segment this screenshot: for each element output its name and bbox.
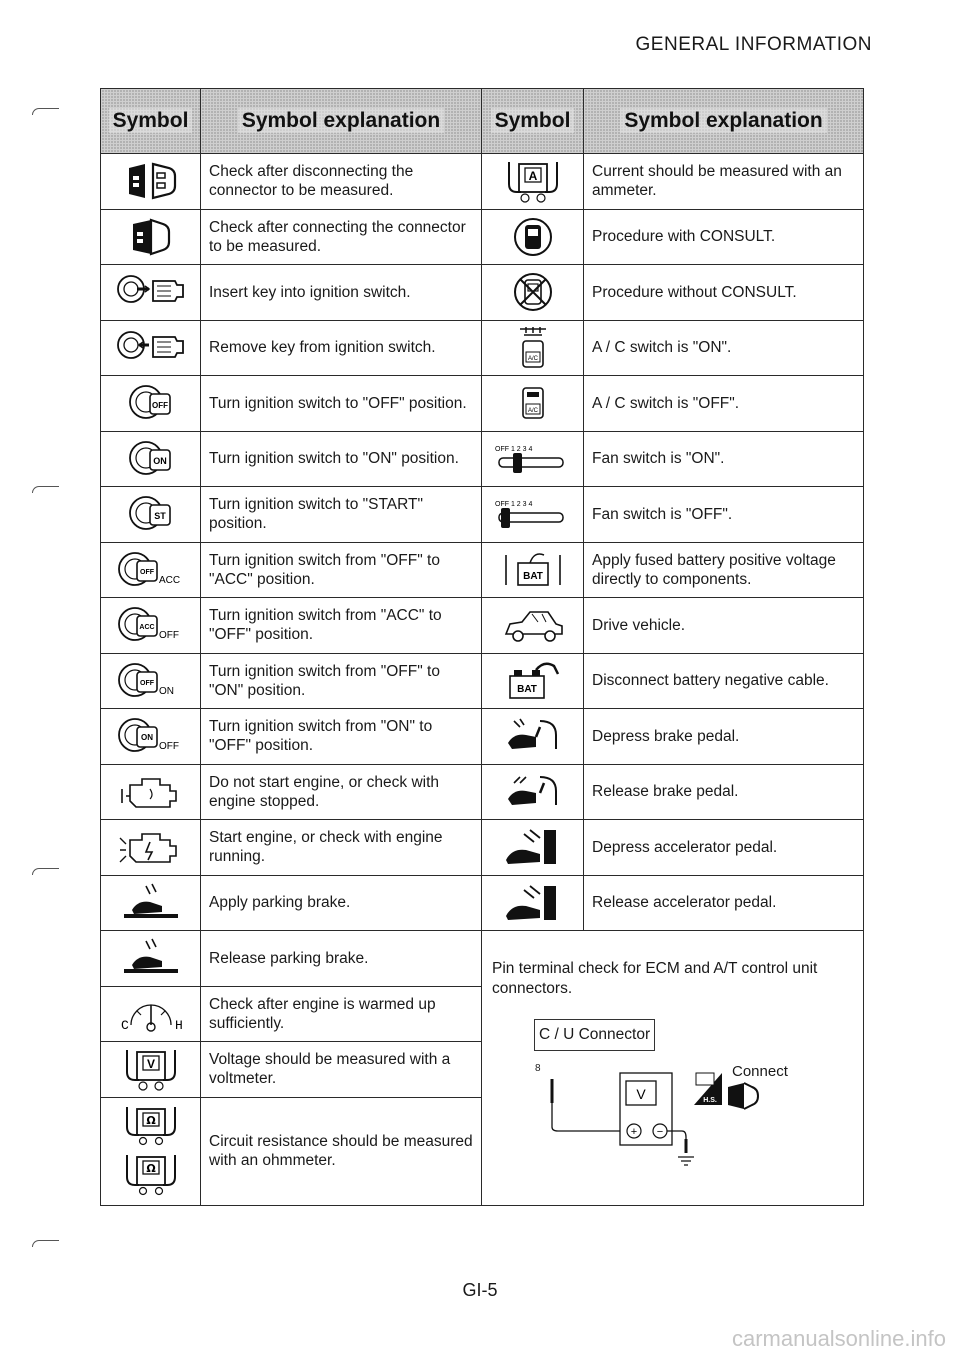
svg-text:OFF: OFF bbox=[158, 741, 179, 753]
plus-sign: + bbox=[630, 1126, 638, 1138]
pin-number: 8 bbox=[535, 1063, 541, 1074]
table-row bbox=[101, 653, 864, 709]
key-badge bbox=[696, 1073, 714, 1085]
svg-text:BAT: BAT bbox=[516, 683, 537, 695]
symbol-explanation: Circuit resistance should be measured with an ohmmeter. bbox=[201, 1097, 482, 1205]
svg-text:Ω: Ω bbox=[145, 1114, 156, 1127]
connector-connected-icon bbox=[101, 209, 201, 265]
symbol-explanation: Turn ignition switch from "ACC" to "OFF" position. bbox=[201, 598, 482, 654]
symbol-explanation: Procedure without CONSULT. bbox=[584, 265, 864, 321]
margin-mark bbox=[32, 486, 59, 493]
header-title: GENERAL INFORMATION bbox=[635, 34, 872, 55]
symbol-explanation: Remove key from ignition switch. bbox=[201, 320, 482, 376]
warm-engine-icon bbox=[101, 986, 201, 1042]
table-row bbox=[101, 265, 864, 321]
symbol-explanation: A / C switch is "ON". bbox=[584, 320, 864, 376]
pin-check-diagram bbox=[532, 1069, 832, 1169]
engine-running-icon bbox=[101, 820, 201, 876]
symbol-explanation: Apply parking brake. bbox=[201, 875, 482, 931]
svg-text:OFF: OFF bbox=[158, 630, 179, 642]
symbol-explanation: Check after connecting the connector to be measured. bbox=[201, 209, 482, 265]
connector-plug bbox=[728, 1083, 744, 1109]
svg-text:OFF: OFF bbox=[151, 401, 168, 411]
symbol-explanation: Release brake pedal. bbox=[584, 764, 864, 820]
no-consult-icon bbox=[482, 265, 584, 321]
symbol-explanation: A / C switch is "OFF". bbox=[584, 376, 864, 432]
table-header-row bbox=[101, 89, 864, 154]
table-row bbox=[101, 320, 864, 376]
symbol-explanation: Voltage should be measured with a voltmeter. bbox=[201, 1042, 482, 1098]
header-explanation: Symbol explanation bbox=[584, 89, 864, 154]
svg-text:OFF 1 2 3 4: OFF 1 2 3 4 bbox=[494, 501, 532, 509]
svg-text:ACC: ACC bbox=[158, 574, 180, 586]
consult-icon bbox=[482, 209, 584, 265]
margin-mark bbox=[32, 868, 59, 875]
svg-text:C: C bbox=[120, 1017, 129, 1033]
accelerator-depress-icon bbox=[482, 820, 584, 876]
svg-text:OFF 1 2 3 4: OFF 1 2 3 4 bbox=[494, 445, 532, 453]
svg-text:ON: ON bbox=[140, 733, 153, 743]
symbol-explanation: Current should be measured with an ammeter. bbox=[584, 154, 864, 210]
engine-stopped-icon bbox=[101, 764, 201, 820]
symbol-explanation: Depress accelerator pedal. bbox=[584, 820, 864, 876]
svg-text:A/C: A/C bbox=[527, 355, 538, 362]
svg-text:OFF: OFF bbox=[139, 679, 154, 687]
svg-text:OFF: OFF bbox=[139, 568, 154, 576]
symbol-explanation: Do not start engine, or check with engine stopped. bbox=[201, 764, 482, 820]
ohmmeter-icon bbox=[101, 1097, 201, 1205]
header-symbol: Symbol bbox=[101, 89, 201, 154]
svg-text:A/C: A/C bbox=[527, 408, 538, 415]
fan-off-icon bbox=[482, 487, 584, 543]
table-row bbox=[101, 820, 864, 876]
symbol-table bbox=[100, 88, 864, 1206]
voltmeter-letter: V bbox=[636, 1086, 646, 1102]
symbol-explanation: Disconnect battery negative cable. bbox=[584, 653, 864, 709]
symbol-explanation: Drive vehicle. bbox=[584, 598, 864, 654]
brake-release-icon bbox=[482, 764, 584, 820]
fused-battery-icon bbox=[482, 542, 584, 598]
symbol-explanation: Release accelerator pedal. bbox=[584, 875, 864, 931]
ground-symbol bbox=[678, 1157, 694, 1165]
table-row bbox=[101, 931, 864, 987]
ac-on-icon bbox=[482, 320, 584, 376]
fan-on-icon bbox=[482, 431, 584, 487]
svg-text:ACC: ACC bbox=[138, 624, 155, 632]
ignition-start-icon bbox=[101, 487, 201, 543]
table-row bbox=[101, 376, 864, 432]
symbol-explanation: Turn ignition switch from "ON" to "OFF" position. bbox=[201, 709, 482, 765]
symbol-explanation: Fan switch is "OFF". bbox=[584, 487, 864, 543]
accelerator-release-icon bbox=[482, 875, 584, 931]
symbol-explanation: Apply fused battery positive voltage directly to components. bbox=[584, 542, 864, 598]
svg-text:Ω: Ω bbox=[145, 1162, 156, 1175]
header-explanation: Symbol explanation bbox=[201, 89, 482, 154]
symbol-explanation: Depress brake pedal. bbox=[584, 709, 864, 765]
symbol-explanation: Turn ignition switch from "OFF" to "ACC" position. bbox=[201, 542, 482, 598]
table-row bbox=[101, 209, 864, 265]
table-row bbox=[101, 487, 864, 543]
probe-wire bbox=[552, 1103, 620, 1131]
symbol-explanation: Check after disconnecting the connector to be measured. bbox=[201, 154, 482, 210]
symbol-explanation: Start engine, or check with engine running. bbox=[201, 820, 482, 876]
pin-check-panel bbox=[482, 931, 864, 1206]
connector-socket bbox=[744, 1083, 758, 1109]
ignition-off-icon bbox=[101, 376, 201, 432]
margin-mark bbox=[32, 1240, 59, 1247]
cu-connector-label: C / U Connector bbox=[534, 1019, 655, 1051]
table-row bbox=[101, 542, 864, 598]
table-row bbox=[101, 154, 864, 210]
watermark: carmanualsonline.info bbox=[731, 1326, 946, 1351]
drive-vehicle-icon bbox=[482, 598, 584, 654]
remove-key-icon bbox=[101, 320, 201, 376]
symbol-explanation: Turn ignition switch to "ON" position. bbox=[201, 431, 482, 487]
svg-text:A: A bbox=[528, 169, 537, 184]
insert-key-icon bbox=[101, 265, 201, 321]
minus-sign: − bbox=[656, 1126, 664, 1138]
brake-depress-icon bbox=[482, 709, 584, 765]
margin-mark bbox=[32, 108, 59, 115]
svg-text:ON: ON bbox=[152, 455, 167, 466]
svg-text:ON: ON bbox=[158, 685, 174, 697]
hs-label: H.S. bbox=[703, 1097, 717, 1104]
symbol-explanation: Fan switch is "ON". bbox=[584, 431, 864, 487]
ignition-on-icon bbox=[101, 431, 201, 487]
ground-wire bbox=[667, 1131, 686, 1149]
svg-text:V: V bbox=[146, 1057, 155, 1072]
symbol-explanation: Insert key into ignition switch. bbox=[201, 265, 482, 321]
voltmeter-icon bbox=[101, 1042, 201, 1098]
table-row bbox=[101, 598, 864, 654]
symbol-explanation: Turn ignition switch to "START" position. bbox=[201, 487, 482, 543]
svg-text:H: H bbox=[174, 1017, 183, 1033]
symbol-explanation: Release parking brake. bbox=[201, 931, 482, 987]
ignition-off-to-acc-icon bbox=[101, 542, 201, 598]
header-symbol: Symbol bbox=[482, 89, 584, 154]
page-number: GI-5 bbox=[462, 1280, 498, 1300]
symbol-explanation: Procedure with CONSULT. bbox=[584, 209, 864, 265]
parking-brake-apply-icon bbox=[101, 875, 201, 931]
symbol-explanation: Turn ignition switch from "OFF" to "ON" position. bbox=[201, 653, 482, 709]
svg-text:ST: ST bbox=[153, 511, 166, 522]
ac-off-icon bbox=[482, 376, 584, 432]
svg-text:BAT: BAT bbox=[522, 570, 543, 582]
parking-brake-release-icon bbox=[101, 931, 201, 987]
connector-disconnected-icon bbox=[101, 154, 201, 210]
connect-label: Connect bbox=[732, 1063, 788, 1080]
ammeter-icon bbox=[482, 154, 584, 210]
table-row bbox=[101, 709, 864, 765]
battery-disconnect-icon bbox=[482, 653, 584, 709]
ignition-off-to-on-icon bbox=[101, 653, 201, 709]
symbol-explanation: Check after engine is warmed up sufficiently. bbox=[201, 986, 482, 1042]
table-row bbox=[101, 875, 864, 931]
table-row bbox=[101, 431, 864, 487]
ignition-acc-to-off-icon bbox=[101, 598, 201, 654]
table-row bbox=[101, 764, 864, 820]
ignition-on-to-off-icon bbox=[101, 709, 201, 765]
symbol-explanation: Turn ignition switch to "OFF" position. bbox=[201, 376, 482, 432]
pin-check-text: Pin terminal check for ECM and A/T control unit connectors. bbox=[492, 960, 818, 997]
